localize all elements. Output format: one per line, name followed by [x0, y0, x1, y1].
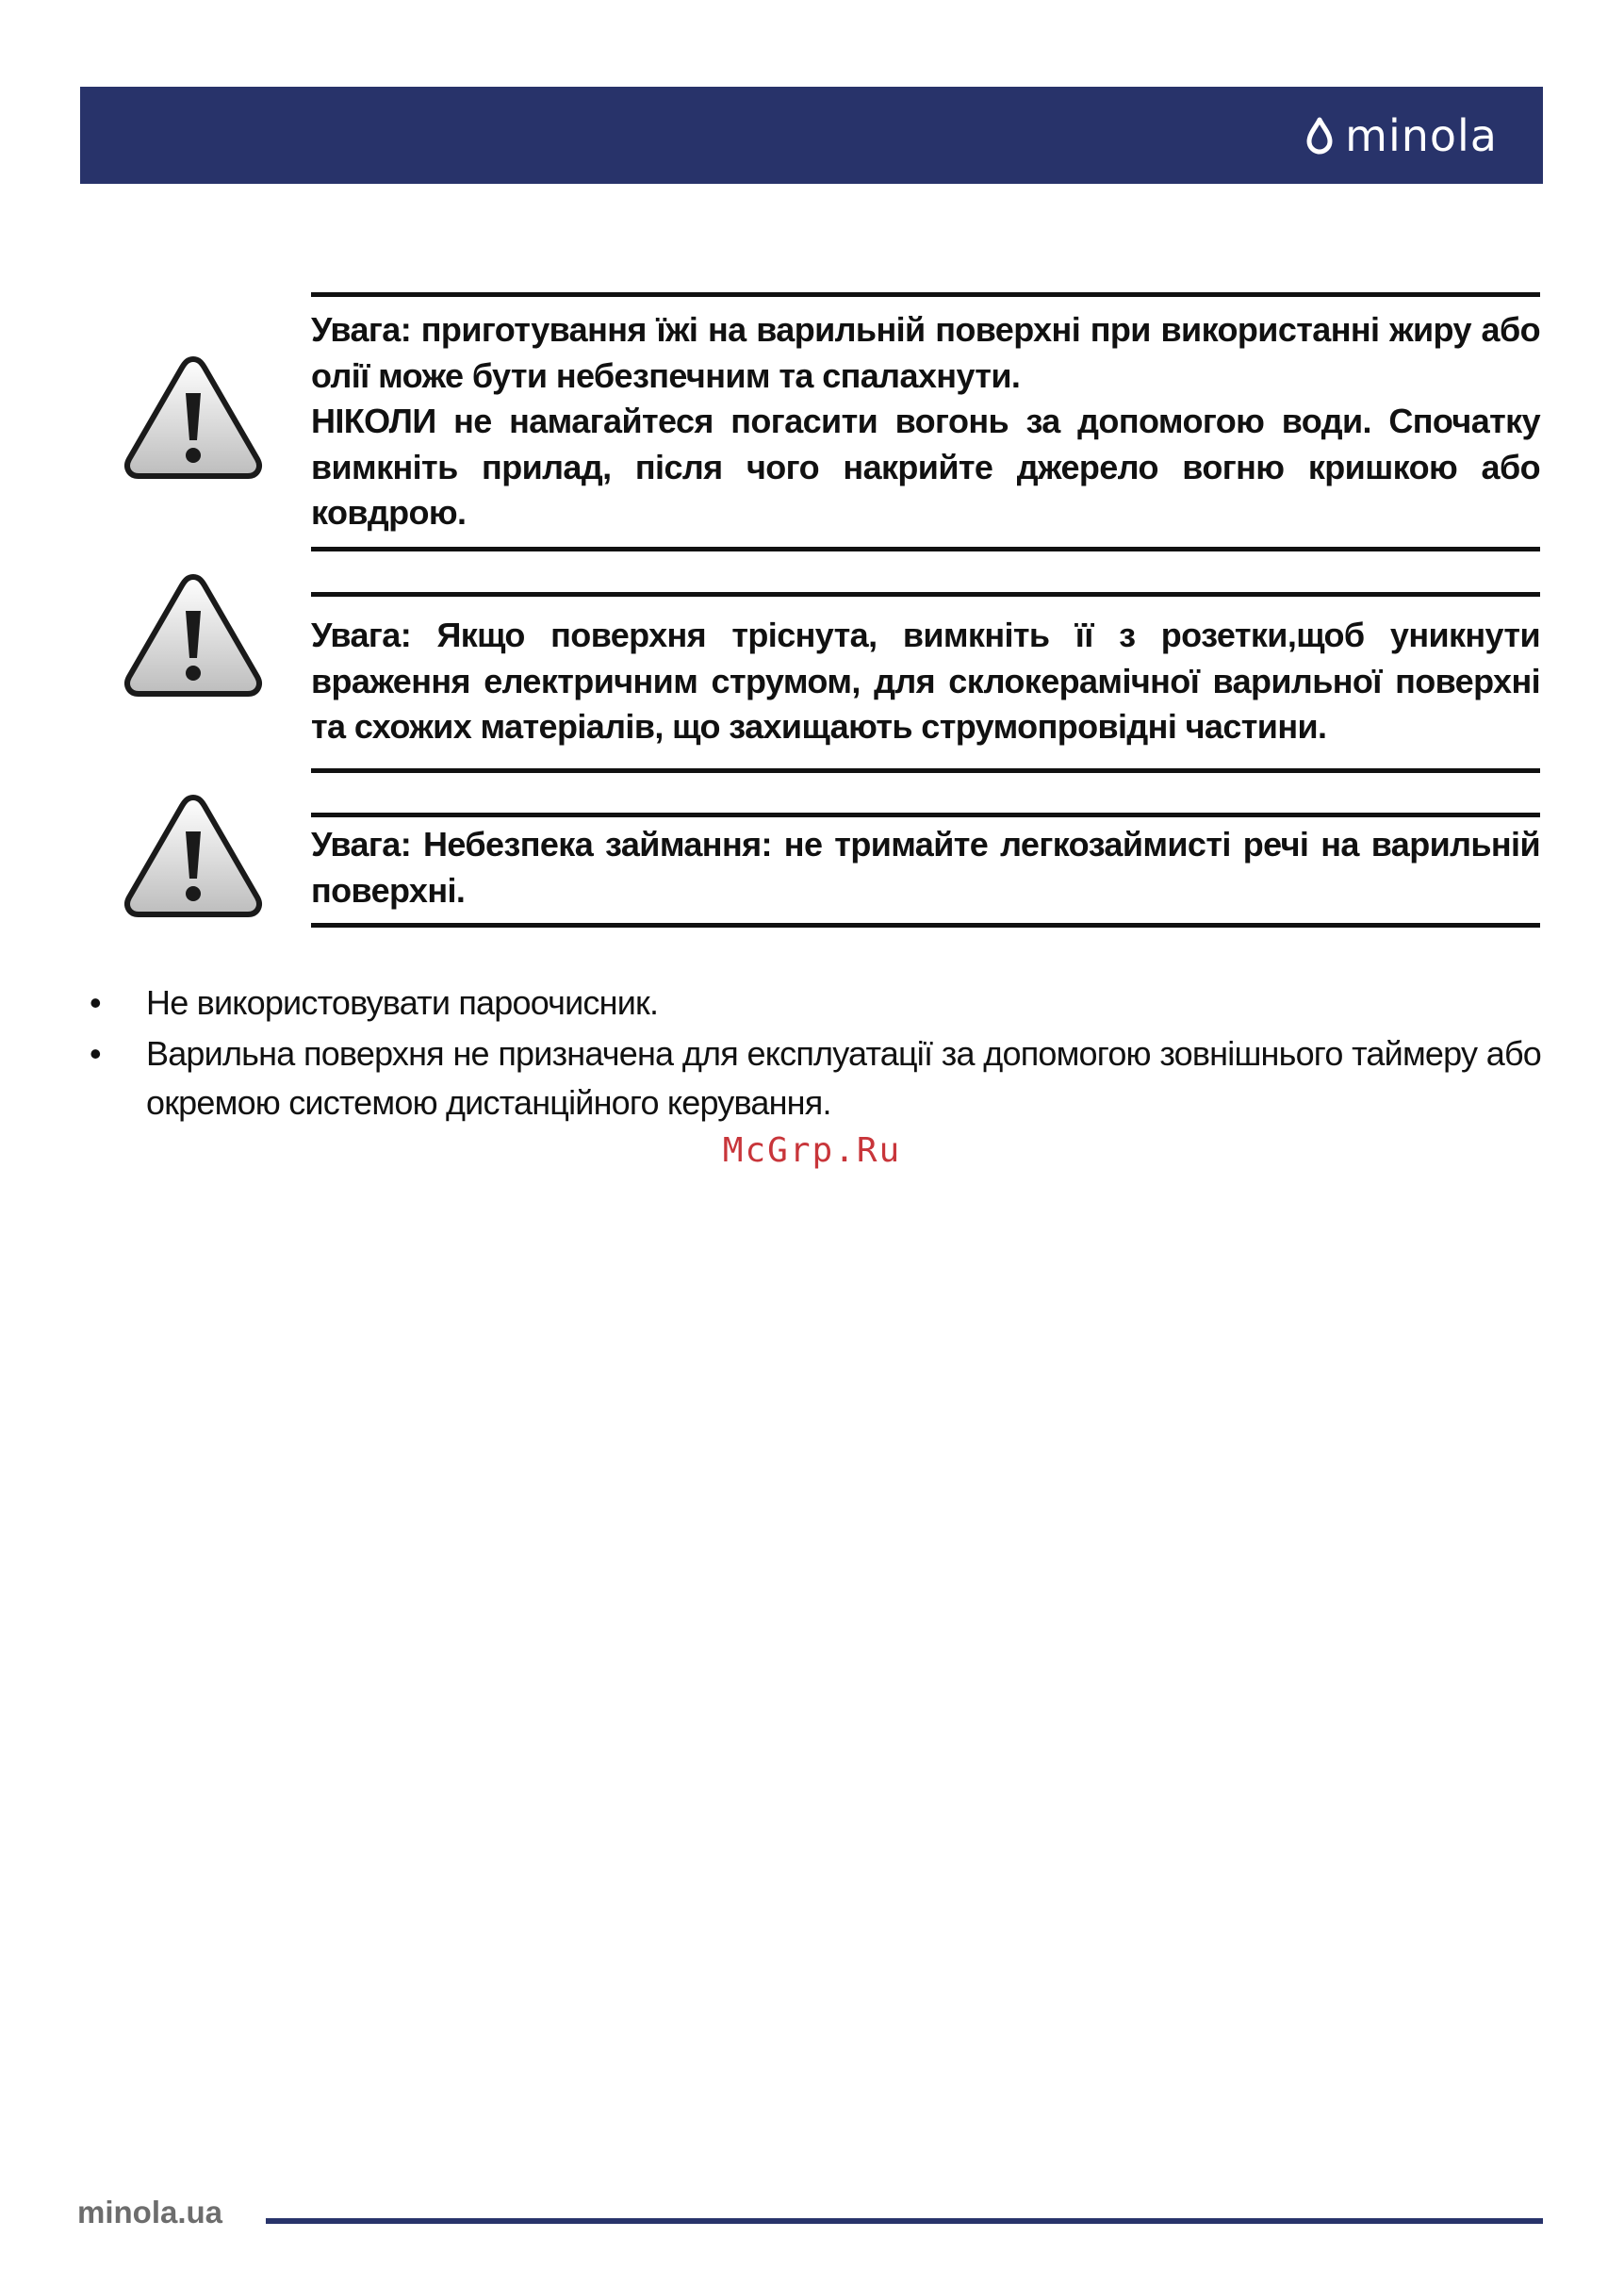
warning-text-line: Увага: Якщо поверхня тріснута, вимкніть її з розетки,щоб уникнути враження електричним струмом, для склокерамічної варильної поверхні та схожих матеріалів, що захищають струмопровідні частини.	[311, 616, 1540, 746]
warning-triangle-icon	[123, 354, 264, 482]
header-bar	[80, 87, 1543, 184]
warning-text	[311, 613, 1540, 750]
warning-text-line: НІКОЛИ не намагайтеся погасити вогонь за допомогою води. Спочатку вимкніть прилад, після чого накрийте джерело вогню кришкою або ковдрою.	[311, 402, 1540, 532]
warning-block-1	[123, 292, 1540, 551]
warning-text	[311, 307, 1540, 536]
bottom-rule	[311, 768, 1540, 773]
top-rule	[311, 292, 1540, 297]
list-item	[90, 1029, 1541, 1127]
bullet-marker: •	[90, 983, 101, 1022]
bottom-rule	[311, 923, 1540, 928]
list-item-text: Не використовувати пароочисник.	[146, 983, 659, 1022]
warning-body	[311, 813, 1540, 928]
warning-block-3	[123, 813, 1540, 928]
top-rule	[311, 813, 1540, 817]
list-item-text: Варильна поверхня не призначена для експлуатації за допомогою зовнішнього таймеру або окремою системою дистанційного керування.	[146, 1034, 1541, 1122]
warning-triangle-icon	[123, 792, 264, 920]
footer-divider	[266, 2218, 1543, 2224]
warning-text-line: Увага: приготування їжі на варильній поверхні при використанні жиру або олії може бути небезпечним та спалахнути.	[311, 310, 1540, 395]
warning-text-line: Увага: Небезпека займання: не тримайте легкозаймисті речі на варильній поверхні.	[311, 825, 1540, 910]
footer-site-link[interactable]: minola.ua	[77, 2195, 223, 2229]
list-item	[90, 979, 1541, 1028]
bullet-list	[90, 979, 1541, 1127]
bullet-marker: •	[90, 1034, 101, 1073]
warning-triangle-icon	[123, 571, 264, 699]
brand-name: minola	[1345, 110, 1498, 161]
top-rule	[311, 592, 1540, 597]
drop-icon	[1305, 117, 1334, 155]
warning-block-2	[123, 592, 1540, 773]
watermark: McGrp.Ru	[722, 1131, 902, 1170]
warning-body	[311, 592, 1540, 773]
bottom-rule	[311, 547, 1540, 551]
warning-body	[311, 292, 1540, 551]
brand-logo	[1305, 109, 1498, 162]
warning-text	[311, 822, 1540, 913]
